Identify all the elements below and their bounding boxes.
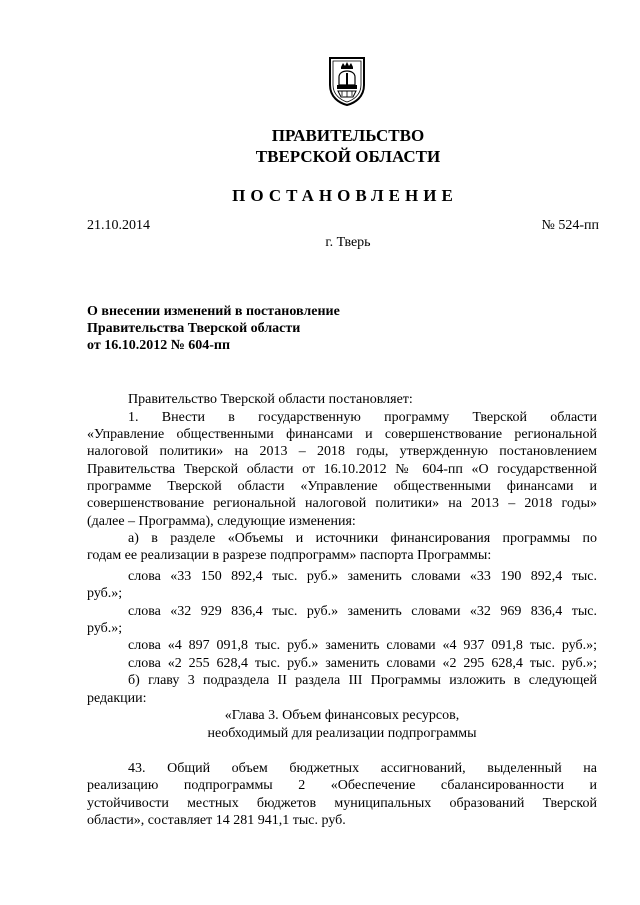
tver-coat-of-arms-icon <box>327 55 367 107</box>
government-name-line1: ПРАВИТЕЛЬСТВО <box>271 126 425 145</box>
body-line: налоговой политики» на 2013 – 2018 годы, утвержденную постановлением <box>87 444 597 459</box>
body-line: а) в разделе «Объемы и источники финансирования программы по <box>128 531 597 546</box>
body-line: слова «33 150 892,4 тыс. руб.» заменить словами «33 190 892,4 тыс. <box>128 569 597 584</box>
body-line: 1. Внести в государственную программу Тверской области <box>128 410 597 425</box>
document-city: г. Тверь <box>325 235 371 250</box>
body-line: Правительства Тверской области от 16.10.2012 № 604-пп «О государственной <box>87 462 597 477</box>
title-line: от 16.10.2012 № 604-пп <box>87 338 231 353</box>
chapter-heading-line: необходимый для реализации подпрограммы <box>207 726 477 741</box>
body-line: (далее – Программа), следующие изменения: <box>87 514 356 529</box>
body-line: 43. Общий объем бюджетных ассигнований, выделенный на <box>128 761 597 776</box>
title-line: Правительства Тверской области <box>87 321 301 336</box>
body-line: совершенствование региональной налоговой политики» на 2013 – 2018 годы» <box>87 496 597 511</box>
body-line: слова «2 255 628,4 тыс. руб.» заменить словами «2 295 628,4 тыс. руб.»; <box>128 656 597 671</box>
body-line: устойчивости местных бюджетов муниципальных образований Тверской <box>87 796 597 811</box>
body-line: области», составляет 14 281 941,1 тыс. руб. <box>87 813 346 828</box>
body-line: годам ее реализации в разрезе подпрограмм» паспорта Программы: <box>87 548 492 563</box>
document-title <box>87 303 340 354</box>
body-line: программе Тверской области «Управление общественными финансами и <box>87 479 597 494</box>
body-line: реализацию подпрограммы 2 «Обеспечение сбалансированности и <box>87 778 597 793</box>
body-line: слова «4 897 091,8 тыс. руб.» заменить словами «4 937 091,8 тыс. руб.»; <box>128 638 597 653</box>
body-line: Правительство Тверской области постановляет: <box>128 392 413 407</box>
body-line: руб.»; <box>87 586 123 601</box>
document-date: 21.10.2014 <box>87 218 150 233</box>
body-line: редакции: <box>87 691 147 706</box>
body-line: слова «32 929 836,4 тыс. руб.» заменить словами «32 969 836,4 тыс. <box>128 604 597 619</box>
body-line: «Управление общественными финансами и совершенствование региональной <box>87 427 597 442</box>
body-line: б) главу 3 подраздела II раздела III Программы изложить в следующей <box>128 673 597 688</box>
document-number: № 524-пп <box>541 218 599 233</box>
document-type: ПОСТАНОВЛЕНИЕ <box>232 186 458 205</box>
title-line: О внесении изменений в постановление <box>87 304 340 319</box>
chapter-heading-line: «Глава 3. Объем финансовых ресурсов, <box>224 708 460 723</box>
government-name-line2: ТВЕРСКОЙ ОБЛАСТИ <box>255 147 441 166</box>
body-line: руб.»; <box>87 621 123 636</box>
